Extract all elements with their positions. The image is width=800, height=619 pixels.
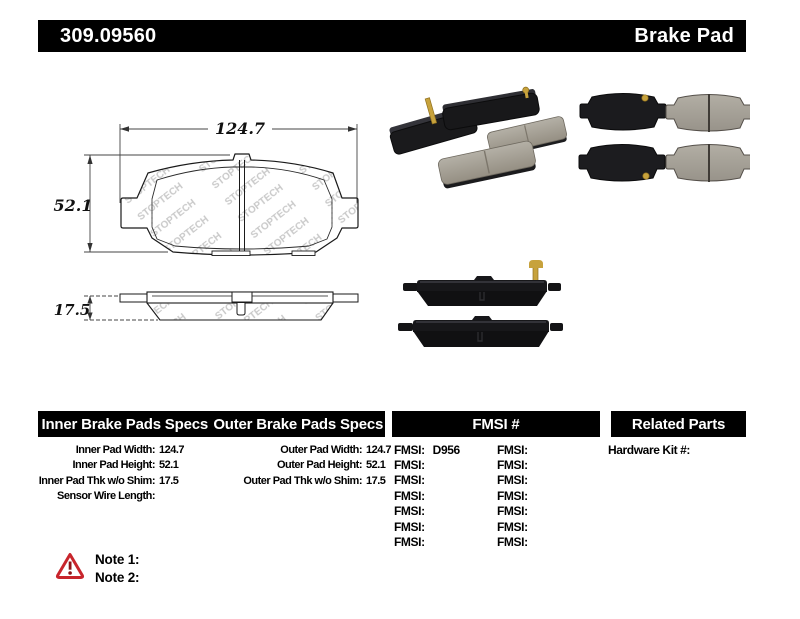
- gray-pad-face-photo: [666, 94, 750, 132]
- fmsi-row: [394, 473, 604, 488]
- fmsi-label: FMSI:: [394, 458, 425, 473]
- fmsi-label: FMSI:: [394, 473, 425, 488]
- spec-value: 124.7: [159, 443, 185, 456]
- fmsi-row: [394, 519, 604, 534]
- outer-specs-column: [222, 442, 391, 489]
- dimension-height-label: 52.1: [53, 196, 93, 215]
- fmsi-label: FMSI:: [497, 535, 528, 550]
- spec-label: Inner Pad Width:: [75, 443, 155, 456]
- note-label: Note 2:: [95, 570, 140, 586]
- note-label: Note 1:: [95, 551, 140, 567]
- fmsi-row: [394, 534, 604, 549]
- spec-value: 124.7: [366, 443, 392, 456]
- fmsi-label: FMSI:: [497, 488, 528, 503]
- product-name: Brake Pad: [634, 24, 734, 47]
- fmsi-label: FMSI:: [497, 504, 528, 519]
- fmsi-label: FMSI:: [394, 535, 425, 550]
- fmsi-label: FMSI:: [394, 442, 425, 457]
- related-parts-column: [608, 442, 698, 458]
- fmsi-label: FMSI:: [394, 519, 425, 534]
- spec-label: Inner Pad Height:: [72, 459, 155, 472]
- fmsi-label: FMSI:: [497, 442, 528, 457]
- product-photo-edge-views: [390, 252, 570, 357]
- spec-label: Outer Pad Height:: [276, 459, 362, 472]
- gray-pad-photo: [437, 140, 537, 189]
- wear-sensor-icon: [642, 95, 648, 101]
- fmsi-label: FMSI:: [394, 504, 425, 519]
- fmsi-value: D956: [432, 442, 460, 457]
- gray-pad-face-photo: [666, 144, 750, 182]
- dimension-thickness-label: 17.5: [53, 301, 91, 319]
- fmsi-label: FMSI:: [394, 488, 425, 503]
- spec-row: [222, 458, 391, 474]
- product-photo-grid: [575, 85, 750, 190]
- spec-value: 17.5: [159, 474, 179, 487]
- spec-label: Outer Pad Thk w/o Shim:: [243, 474, 362, 487]
- spec-label: Sensor Wire Length:: [57, 490, 155, 503]
- inner-specs-header: Inner Brake Pads Specs: [41, 415, 209, 433]
- wear-sensor-icon: [643, 173, 649, 179]
- warning-triangle-icon: [55, 552, 85, 580]
- fmsi-label: FMSI:: [497, 519, 528, 534]
- note-row: [95, 550, 139, 569]
- specs-header-bar: [38, 411, 385, 437]
- spec-label: Outer Pad Width:: [280, 443, 362, 456]
- spec-label: Inner Pad Thk w/o Shim:: [38, 474, 155, 487]
- notes-section: [95, 550, 139, 587]
- fmsi-column: [394, 442, 604, 550]
- part-number: 309.09560: [60, 24, 157, 47]
- fmsi-row: [394, 504, 604, 519]
- note-row: [95, 569, 139, 588]
- related-part-label: Hardware Kit #:: [608, 442, 691, 457]
- pad-front-view: [121, 154, 358, 256]
- title-bar: [38, 20, 746, 52]
- outer-specs-header: Outer Brake Pads Specs: [213, 415, 384, 433]
- spec-row: [15, 442, 184, 458]
- black-pad-back-photo: [580, 94, 666, 131]
- product-photo-angled-set: [388, 82, 568, 197]
- edge-pad-photo: [398, 316, 563, 347]
- fmsi-header-bar: [392, 411, 600, 437]
- inner-specs-column: [15, 442, 184, 504]
- spec-row: [222, 442, 391, 458]
- spec-row: [15, 458, 184, 474]
- fmsi-row: [394, 488, 604, 503]
- spec-row: [15, 489, 184, 505]
- spec-value: 52.1: [159, 459, 179, 472]
- related-parts-header-bar: [611, 411, 746, 437]
- fmsi-header: FMSI #: [472, 415, 520, 433]
- technical-drawing: [40, 95, 380, 340]
- spec-value: 17.5: [366, 474, 386, 487]
- fmsi-label: FMSI:: [497, 473, 528, 488]
- related-part-row: [608, 442, 698, 458]
- black-pad-back-photo: [579, 145, 665, 182]
- fmsi-row: [394, 442, 604, 457]
- edge-pad-photo: [403, 260, 561, 306]
- spec-row: [222, 473, 391, 489]
- dimension-width-label: 124.7: [214, 119, 266, 138]
- fmsi-label: FMSI:: [497, 458, 528, 473]
- related-parts-header: Related Parts: [631, 415, 726, 433]
- pad-side-view: [120, 292, 358, 320]
- fmsi-row: [394, 457, 604, 472]
- spec-row: [15, 473, 184, 489]
- spec-value: 52.1: [366, 459, 386, 472]
